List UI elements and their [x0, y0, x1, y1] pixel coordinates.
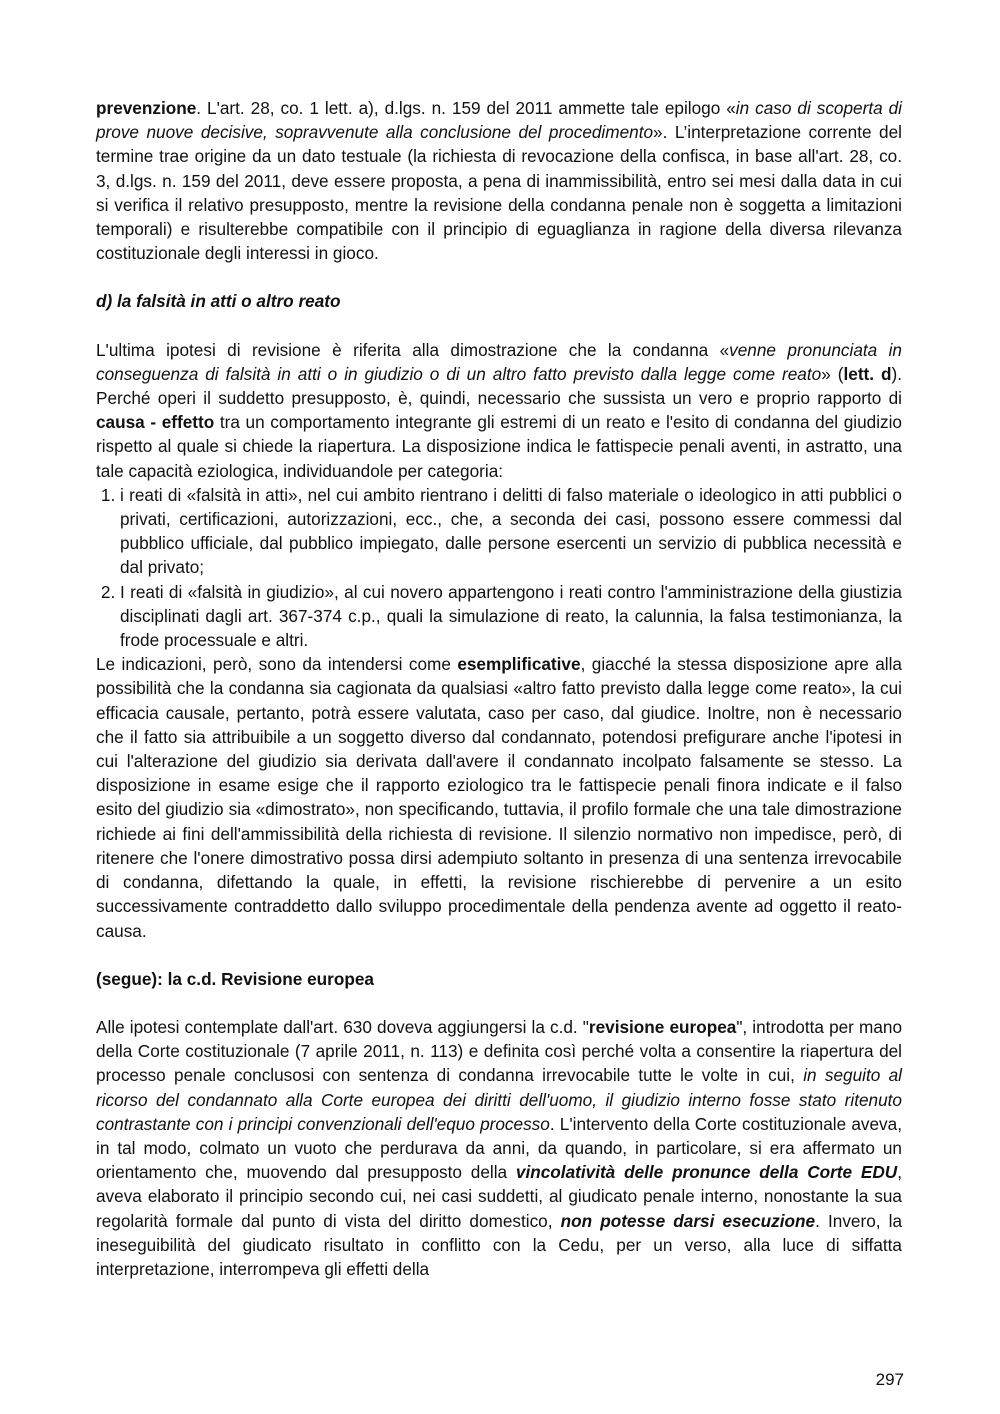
bold-italic-term: non potesse darsi esecuzione — [560, 1210, 816, 1231]
list-item: 1. i reati di «falsità in atti», nel cui ambito rientrano i delitti di falso materiale o ideologico in atti pubblici o privati, certificazioni, autorizzazioni, ecc., che, a seconda dei casi, possono essere commessi dal pubblico ufficiale, dal pubblico impiegato, dalle persone esercenti un servizio di pubblica necessità e dal privato; — [120, 483, 902, 580]
quoted-law: in seguito al ricorso del condannato alla Corte europea dei diritti dell'uomo, il giudizio interno fosse stato ritenuto contrastante con i principi convenzionali dell'equo processo — [96, 1065, 902, 1134]
paragraph-confisca: prevenzione. L'art. 28, co. 1 lett. a), d.lgs. n. 159 del 2011 ammette tale epilogo «in caso di scoperta di prove nuove decisive, sopravvenute alla conclusione del procedimento». L’interpretazione corrente del termine trae origine da un dato testuale (la richiesta di revocazione della confisca, in base all'art. 28, co. 3, d.lgs. n. 159 del 2011, deve essere proposta, a pena di inammissibilità, entro sei mesi dalla data in cui si verifica il relativo presupposto, mentre la revisione della condanna penale non è soggetta a limitazioni temporali) e risulterebbe compatibile con il principio di eguaglianza in ragione della diversa rilevanza costituzionale degli interessi in gioco. — [96, 98, 902, 264]
document-body — [96, 96, 902, 1281]
quoted-law: in caso di scoperta di prove nuove decisive, sopravvenute alla conclusione del procedimento — [96, 98, 902, 143]
bold-term: lett. d — [843, 363, 892, 384]
paragraph-indicazioni: Le indicazioni, però, sono da intendersi come esemplificative, giacché la stessa disposizione apre alla possibilità che la condanna sia cagionata da qualsiasi «altro fatto previsto dalla legge come reato», la cui efficacia causale, pertanto, potrà essere valutata, caso per caso, dal giudice. Inoltre, non è necessario che il fatto sia attribuibile a un soggetto diverso dal condannato, potendosi prefigurare anche l'ipotesi in cui l'alterazione del giudizio sia derivata dall'avere il condannato incolpato falsamente se stesso. La disposizione in esame esige che il rapporto eziologico tra le fattispecie penali finora indicate e il falso esito del giudizio sia «dimostrato», non specificando, tuttavia, il profilo formale che una tale dimostrazione richiede ai fini dell'ammissibilità della richiesta di revisione. Il silenzio normativo non impedisce, però, di ritenere che l'onere dimostrativo possa dirsi adempiuto soltanto in presenza di una sentenza irrevocabile di condanna, difettando la quale, in effetti, la revisione rischierebbe di pervenire a un esito successivamente contraddetto dallo sviluppo procedimentale della pendenza avente ad oggetto il reato-causa. — [96, 654, 902, 941]
section-heading-d: d) la falsità in atti o altro reato — [96, 291, 341, 312]
category-list — [96, 483, 902, 652]
quoted-law: venne pronunciata in conseguenza di falsità in atti o in giudizio o di un altro fatto previsto dalla legge come reato — [96, 339, 902, 384]
paragraph-falsita: L'ultima ipotesi di revisione è riferita alla dimostrazione che la condanna «venne pronunciata in conseguenza di falsità in atti o in giudizio o di un altro fatto previsto dalla legge come reato» (lett. d). Perché operi il suddetto presupposto, è, quindi, necessario che sussista un vero e proprio rapporto di causa - effetto tra un comportamento integrante gli estremi di un reato e l'esito di condanna del giudizio rispetto al quale si chiede la riapertura. La disposizione indica le fattispecie penali aventi, in astratto, una tale capacità eziologica, individuandole per categoria: — [96, 339, 903, 481]
list-item: 2. I reati di «falsità in giudizio», al cui novero appartengono i reati contro l'amministrazione della giustizia disciplinati dagli art. 367-374 c.p., quali la simulazione di reato, la calunnia, la falsa testimonianza, la frode processuale e altri. — [120, 580, 902, 653]
bold-term: causa - effetto — [96, 412, 215, 433]
section-heading-segue: (segue): la c.d. Revisione europea — [96, 968, 374, 989]
bold-term: esemplificative — [457, 654, 581, 675]
bold-term: revisione europea — [588, 1016, 737, 1037]
paragraph-revisione-europea: Alle ipotesi contemplate dall'art. 630 doveva aggiungersi la c.d. "revisione europea", introdotta per mano della Corte costituzionale (7 aprile 2011, n. 113) e definita così perché volta a consentire la riapertura del processo penale conclusosi con sentenza di condanna irrevocabile tutte le volte in cui, in seguito al ricorso del condannato alla Corte europea dei diritti dell'uomo, il giudizio interno fosse stato ritenuto contrastante con i principi convenzionali dell'equo processo. L'intervento della Corte costituzionale aveva, in tal modo, colmato un vuoto che perdurava da anni, da quando, in particolare, si era affermato un orientamento che, muovendo dal presupposto della vincolatività delle pronunce della Corte EDU, aveva elaborato il principio secondo cui, nei casi suddetti, al giudicato penale interno, nonostante la sua regolarità formale dal punto di vista del diritto domestico, non potesse darsi esecuzione. Invero, la ineseguibilità del giudicato risultato in conflitto con la Cedu, per un verso, alla luce di siffatta interpretazione, interrompeva gli effetti della — [96, 1016, 903, 1279]
bold-term: prevenzione — [96, 98, 197, 118]
bold-italic-term: vincolatività delle pronunce della Corte EDU — [515, 1162, 898, 1183]
page-number: 297 — [875, 1370, 904, 1389]
